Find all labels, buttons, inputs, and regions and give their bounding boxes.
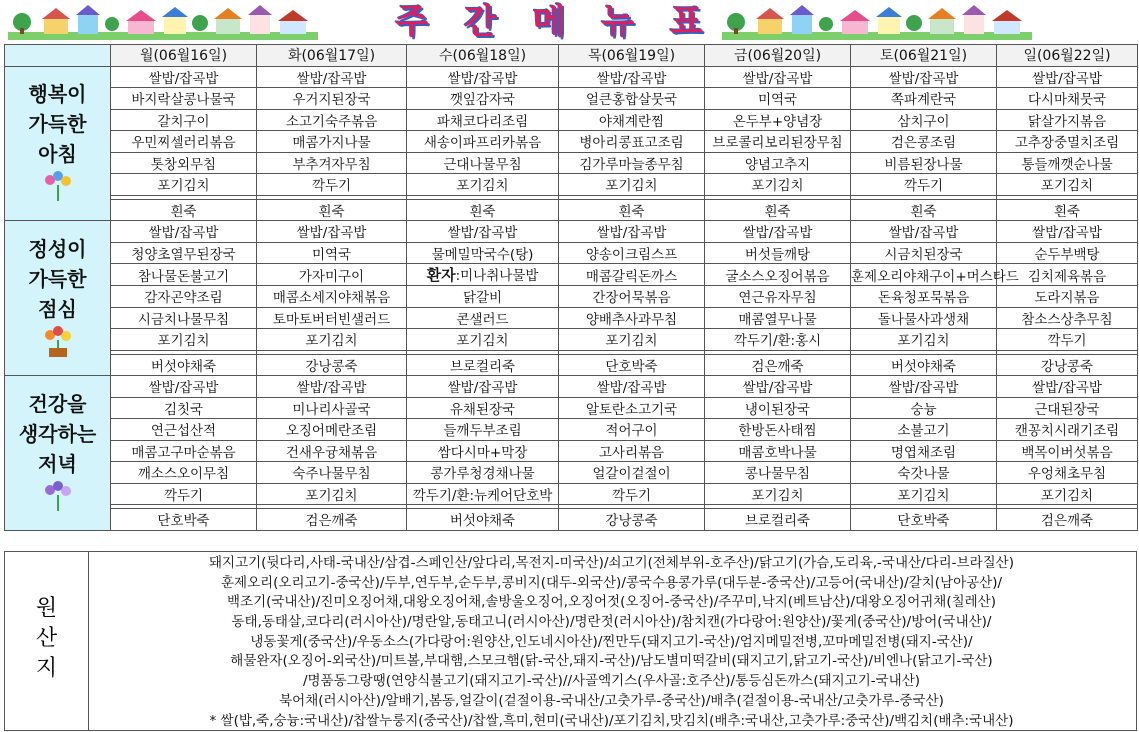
menu-cell: 새송이파프리카볶음 [407, 131, 559, 153]
menu-cell: 고추장중멸치조림 [997, 131, 1138, 153]
porridge-cell: 브로컬리죽 [407, 354, 559, 376]
page-title: 주 간 메 뉴 표 [395, 2, 715, 42]
menu-cell: 얼갈이겉절이 [559, 462, 705, 484]
menu-cell: 통들깨깻순나물 [997, 152, 1138, 174]
menu-cell: 김칫국 [111, 397, 257, 419]
menu-cell: 쌀밥/잡곡밥 [111, 66, 257, 88]
menu-row [5, 242, 1138, 264]
meal-label [5, 66, 111, 221]
menu-cell: 토마토버터빈샐러드 [257, 307, 407, 329]
porridge-cell: 강낭콩죽 [559, 509, 705, 531]
porridge-cell: 흰죽 [111, 199, 257, 221]
flower-decoration-icon [41, 324, 75, 358]
flower-decoration-icon [41, 479, 75, 513]
meal-label-line: 정성이 [28, 237, 87, 261]
porridge-cell: 흰죽 [851, 199, 997, 221]
menu-row [5, 66, 1138, 88]
menu-cell: 쌈다시마+막장 [407, 440, 559, 462]
menu-cell: 쌀밥/잡곡밥 [257, 221, 407, 243]
porridge-cell: 단호박죽 [111, 509, 257, 531]
menu-cell: 백목이버섯볶음 [997, 440, 1138, 462]
menu-cell: 포기김치 [559, 329, 705, 351]
menu-cell: 갈치구이 [111, 109, 257, 131]
porridge-cell: 버섯야채죽 [851, 354, 997, 376]
menu-cell: 쌀밥/잡곡밥 [407, 66, 559, 88]
meal-label [5, 376, 111, 531]
menu-cell: 캔꽁치시래기조림 [997, 419, 1138, 441]
menu-cell: 참소스상추무침 [997, 307, 1138, 329]
menu-cell: 오징어메란조림 [257, 419, 407, 441]
porridge-cell: 검은깨죽 [705, 354, 851, 376]
day-header: 화(06월17일) [257, 45, 407, 67]
menu-cell: 양배추사과무침 [559, 307, 705, 329]
menu-cell: 굴소스오징어볶음 [705, 264, 851, 286]
menu-cell: 청양초열무된장국 [111, 242, 257, 264]
menu-cell: 포기김치 [559, 174, 705, 196]
menu-cell: 쌀밥/잡곡밥 [559, 221, 705, 243]
menu-row [5, 376, 1138, 398]
menu-cell: 고사리볶음 [559, 440, 705, 462]
menu-cell: 순두부백탕 [997, 242, 1138, 264]
origin-label [5, 552, 89, 730]
porridge-cell: 검은깨죽 [997, 509, 1138, 531]
menu-cell: 포기김치 [997, 174, 1138, 196]
menu-cell: 물메밀막국수(탕) [407, 242, 559, 264]
porridge-cell: 단호박죽 [559, 354, 705, 376]
menu-cell: 버섯들깨탕 [705, 242, 851, 264]
menu-cell: 미역국 [257, 242, 407, 264]
menu-row [5, 483, 1138, 505]
porridge-cell: 흰죽 [407, 199, 559, 221]
origin-line: 해물완자(오징어-외국산)/미트볼,부대햄,스모크햄(닭-국산,돼지-국산)/남도별미떡갈비(돼지고기,닭고기-국산)/비엔나(닭고기-국산) [230, 653, 993, 670]
menu-row [5, 419, 1138, 441]
day-header: 목(06월19일) [559, 45, 705, 67]
menu-cell: 쌀밥/잡곡밥 [705, 66, 851, 88]
menu-cell: 소고기숙주볶음 [257, 109, 407, 131]
menu-cell: 우민찌셀러리볶음 [111, 131, 257, 153]
menu-row [5, 131, 1138, 153]
origin-line: 북어채(러시아산)/알배기,봄동,얼갈이(겉절이용-국내산/고춧가루-중국산)/배추(겉절이용-국내산/고춧가루-중국산) [279, 692, 944, 709]
origin-line: 훈제오리(오리고기-중국산)/두부,연두부,순두부,콩비지(대두-외국산)/콩국수용콩가루(대두분-중국산)/고등어(국내산)/갈치(남아공산)/ [220, 574, 1003, 591]
flower-decoration-icon [41, 169, 75, 203]
menu-cell: 쌀밥/잡곡밥 [559, 66, 705, 88]
menu-cell: 쌀밥/잡곡밥 [407, 376, 559, 398]
patient-prefix: 환자 [426, 266, 456, 284]
menu-cell: 브로콜리보리된장무침 [705, 131, 851, 153]
porridge-cell: 강낭콩죽 [257, 354, 407, 376]
menu-cell: 포기김치 [111, 174, 257, 196]
porridge-row [5, 509, 1138, 531]
meal-label-line: 생각하는 [18, 421, 97, 446]
meal-label-line: 가득한 [28, 112, 87, 137]
menu-cell: 병아리콩표고조림 [559, 131, 705, 153]
menu-cell: 포기김치 [705, 174, 851, 196]
porridge-row [5, 199, 1138, 221]
menu-cell: 쌀밥/잡곡밥 [997, 376, 1138, 398]
menu-row [5, 88, 1138, 110]
origin-line: /명품동그랑땡(연양식불고기(돼지고기-국산)//사골엑기스(우사골:호주산)/통등심돈까스(돼지고기-국내산) [302, 673, 921, 690]
day-header: 월(06월16일) [111, 45, 257, 67]
porridge-cell: 흰죽 [705, 199, 851, 221]
origin-lines [89, 554, 1134, 731]
menu-cell: 야채계란찜 [559, 109, 705, 131]
meal-label-line: 가득한 [28, 267, 87, 291]
menu-cell: 양념고추지 [705, 152, 851, 174]
menu-cell: 콩가루청경채나물 [407, 462, 559, 484]
menu-cell: 매콤소세지야채볶음 [257, 286, 407, 308]
menu-cell: 유채된장국 [407, 397, 559, 419]
menu-cell: 깍두기/환:홍시 [705, 329, 851, 351]
origin-label-line: 산 [35, 626, 58, 651]
menu-cell: 미나리사골국 [257, 397, 407, 419]
menu-row [5, 307, 1138, 329]
menu-cell: 온두부+양념장 [705, 109, 851, 131]
origin-label-line: 원 [35, 596, 58, 621]
menu-row [5, 152, 1138, 174]
menu-cell: 쌀밥/잡곡밥 [851, 66, 997, 88]
meal-label-line: 아침 [38, 142, 77, 167]
menu-cell: 포기김치 [257, 483, 407, 505]
origin-line: * 쌀(밥,죽,숭늉:국내산)/찹쌀누룽지(중국산)/찹쌀,흑미,현미(국내산)/포기김치,맛김치(배추:국내산,고춧가루:중국산)/백김치(배추:국내산) [209, 712, 1014, 729]
menu-row [5, 174, 1138, 196]
menu-cell: 쌀밥/잡곡밥 [705, 221, 851, 243]
menu-row [5, 109, 1138, 131]
menu-cell: 바지락살콩나물국 [111, 88, 257, 110]
meal-label-line: 점심 [38, 297, 77, 321]
menu-cell: 쌀밥/잡곡밥 [407, 221, 559, 243]
menu-cell: 연근섭산적 [111, 419, 257, 441]
menu-cell: 쌀밥/잡곡밥 [705, 376, 851, 398]
menu-cell: 검은콩조림 [851, 131, 997, 153]
porridge-cell: 흰죽 [997, 199, 1138, 221]
porridge-cell: 강낭콩죽 [997, 354, 1138, 376]
menu-row [5, 397, 1138, 419]
porridge-cell: 단호박죽 [851, 509, 997, 531]
menu-cell: 부추겨자무침 [257, 152, 407, 174]
banner [0, 0, 1139, 44]
menu-cell: 명엽채조림 [851, 440, 997, 462]
corner-cell [5, 45, 111, 67]
menu-cell: 깍두기 [851, 174, 997, 196]
menu-cell: 깍두기 [997, 329, 1138, 351]
origin-line: 돼지고기(뒷다리,사태-국내산/삼겹-스페인산/앞다리,목전지-미국산)/쇠고기(전체부위-호주산)/닭고기(가슴,도리육,-국내산/다리-브라질산) [209, 555, 1014, 571]
menu-cell: 쌀밥/잡곡밥 [997, 66, 1138, 88]
menu-cell: 매콤갈릭돈까스 [559, 264, 705, 286]
menu-cell: 포기김치 [705, 483, 851, 505]
menu-cell: 포기김치 [997, 483, 1138, 505]
menu-cell: 도라지볶음 [997, 286, 1138, 308]
meal-label [5, 221, 111, 376]
menu-cell: 적어구이 [559, 419, 705, 441]
menu-cell: 김가루마늘종무침 [559, 152, 705, 174]
menu-cell: 근대나물무침 [407, 152, 559, 174]
menu-cell: 포기김치 [851, 483, 997, 505]
menu-cell: 콘샐러드 [407, 307, 559, 329]
menu-row [5, 462, 1138, 484]
menu-cell: 근대된장국 [997, 397, 1138, 419]
porridge-cell: 버섯야채죽 [407, 509, 559, 531]
menu-cell: 연근유자무침 [705, 286, 851, 308]
menu-cell: 냉이된장국 [705, 397, 851, 419]
menu-cell: 참나물돈불고기 [111, 264, 257, 286]
menu-cell: 쌀밥/잡곡밥 [111, 221, 257, 243]
menu-row [5, 286, 1138, 308]
menu-cell: 미역국 [705, 88, 851, 110]
meal-label-line: 행복이 [28, 82, 87, 107]
day-header: 일(06월22일) [997, 45, 1138, 67]
day-header: 수(06월18일) [407, 45, 559, 67]
menu-cell: 콩나물무침 [705, 462, 851, 484]
menu-cell [407, 264, 559, 286]
menu-row [5, 221, 1138, 243]
menu-cell: 포기김치 [257, 329, 407, 351]
menu-row [5, 264, 1138, 286]
menu-table [4, 44, 1138, 531]
menu-cell: 깍두기 [111, 483, 257, 505]
menu-cell: 숙갓나물 [851, 462, 997, 484]
meal-label-line: 건강을 [28, 391, 87, 416]
menu-cell: 쌀밥/잡곡밥 [851, 221, 997, 243]
porridge-cell: 검은깨죽 [257, 509, 407, 531]
menu-cell: 비름된장나물 [851, 152, 997, 174]
menu-cell: 시금치나물무침 [111, 307, 257, 329]
menu-cell: 알토란소고기국 [559, 397, 705, 419]
menu-body [5, 66, 1138, 530]
house-row-right-icon [722, 2, 1032, 42]
menu-cell: 매콤가지나물 [257, 131, 407, 153]
menu-cell: 포기김치 [111, 329, 257, 351]
menu-cell: 돌나물사과생채 [851, 307, 997, 329]
menu-cell: 삼치구이 [851, 109, 997, 131]
menu-cell: 매콤호박나물 [705, 440, 851, 462]
menu-cell: 다시마채뭇국 [997, 88, 1138, 110]
menu-row [5, 440, 1138, 462]
menu-cell: 매콤열무나물 [705, 307, 851, 329]
menu-cell: 우엉채초무침 [997, 462, 1138, 484]
origin-line: 동태,동태살,코다리(러시아산)/명란알,동태고니(러시아산)/명란젓(러시아산)/참치캔(가다랑어:원양산)/꽃게(중국산)/방어(국내산)/ [231, 614, 992, 631]
menu-cell: 깍두기 [559, 483, 705, 505]
day-header: 토(06월21일) [851, 45, 997, 67]
porridge-cell: 버섯야채죽 [111, 354, 257, 376]
patient-menu-text: :미나취나물밥 [455, 268, 539, 284]
origin-line: 백조기(국내산)/진미오징어채,대왕오징어채,솔방울오징어,오징어젓(오징어-중국산)/주꾸미,낙지(베트남산)/대왕오징어귀채(칠레산) [227, 594, 996, 611]
menu-cell: 숭늉 [851, 397, 997, 419]
origin-line: 냉동꽃게(중국산)/우동소스(가다랑어:원양산,인도네시아산)/찐만두(돼지고기-국산)/엄지메밀전병,꼬마메밀전병(돼지-국산)/ [250, 633, 973, 650]
menu-cell: 훈제오리야채구이+머스타드 [851, 264, 997, 286]
menu-cell: 쪽파계란국 [851, 88, 997, 110]
menu-cell: 소불고기 [851, 419, 997, 441]
menu-cell: 김치제육볶음 [997, 264, 1138, 286]
menu-row [5, 329, 1138, 351]
porridge-cell: 흰죽 [257, 199, 407, 221]
menu-cell: 포기김치 [407, 174, 559, 196]
menu-cell: 파채코다리조림 [407, 109, 559, 131]
menu-cell: 돈육청포묵볶음 [851, 286, 997, 308]
menu-cell: 쌀밥/잡곡밥 [111, 376, 257, 398]
menu-cell: 쌀밥/잡곡밥 [997, 221, 1138, 243]
flower-decoration [5, 479, 110, 517]
menu-cell: 시금치된장국 [851, 242, 997, 264]
porridge-row [5, 354, 1138, 376]
menu-cell: 쌀밥/잡곡밥 [559, 376, 705, 398]
flower-decoration [5, 169, 110, 207]
menu-cell: 깻잎감자국 [407, 88, 559, 110]
menu-cell: 가자미구이 [257, 264, 407, 286]
menu-cell: 닭살가지볶음 [997, 109, 1138, 131]
menu-cell: 쌀밥/잡곡밥 [257, 66, 407, 88]
menu-cell: 깨소스오이무침 [111, 462, 257, 484]
menu-cell: 닭갈비 [407, 286, 559, 308]
meal-label-line: 저녁 [38, 451, 77, 476]
menu-cell: 우거지된장국 [257, 88, 407, 110]
menu-cell: 간장어묵볶음 [559, 286, 705, 308]
menu-cell: 한방돈사태찜 [705, 419, 851, 441]
menu-cell: 감자곤약조림 [111, 286, 257, 308]
porridge-cell: 흰죽 [559, 199, 705, 221]
day-header: 금(06월20일) [705, 45, 851, 67]
menu-cell: 포기김치 [407, 329, 559, 351]
menu-cell: 포기김치 [851, 329, 997, 351]
porridge-cell: 브로컬리죽 [705, 509, 851, 531]
menu-cell: 숙주나물무침 [257, 462, 407, 484]
house-row-left-icon [8, 2, 318, 42]
day-header-row [5, 45, 1138, 67]
origin-section [4, 551, 1137, 731]
menu-cell: 얼큰홍합살뭇국 [559, 88, 705, 110]
menu-cell: 깍두기 [257, 174, 407, 196]
menu-cell: 깍두기/환:뉴케어단호박 [407, 483, 559, 505]
origin-label-line: 지 [35, 656, 58, 681]
menu-cell: 쌀밥/잡곡밥 [257, 376, 407, 398]
menu-cell: 양송이크림스프 [559, 242, 705, 264]
menu-cell: 건새우귱채볶음 [257, 440, 407, 462]
menu-cell: 매콤고구마순볶음 [111, 440, 257, 462]
menu-cell: 쌀밥/잡곡밥 [851, 376, 997, 398]
flower-decoration [5, 324, 110, 362]
menu-cell: 톳창외무침 [111, 152, 257, 174]
menu-cell: 들깨두부조림 [407, 419, 559, 441]
